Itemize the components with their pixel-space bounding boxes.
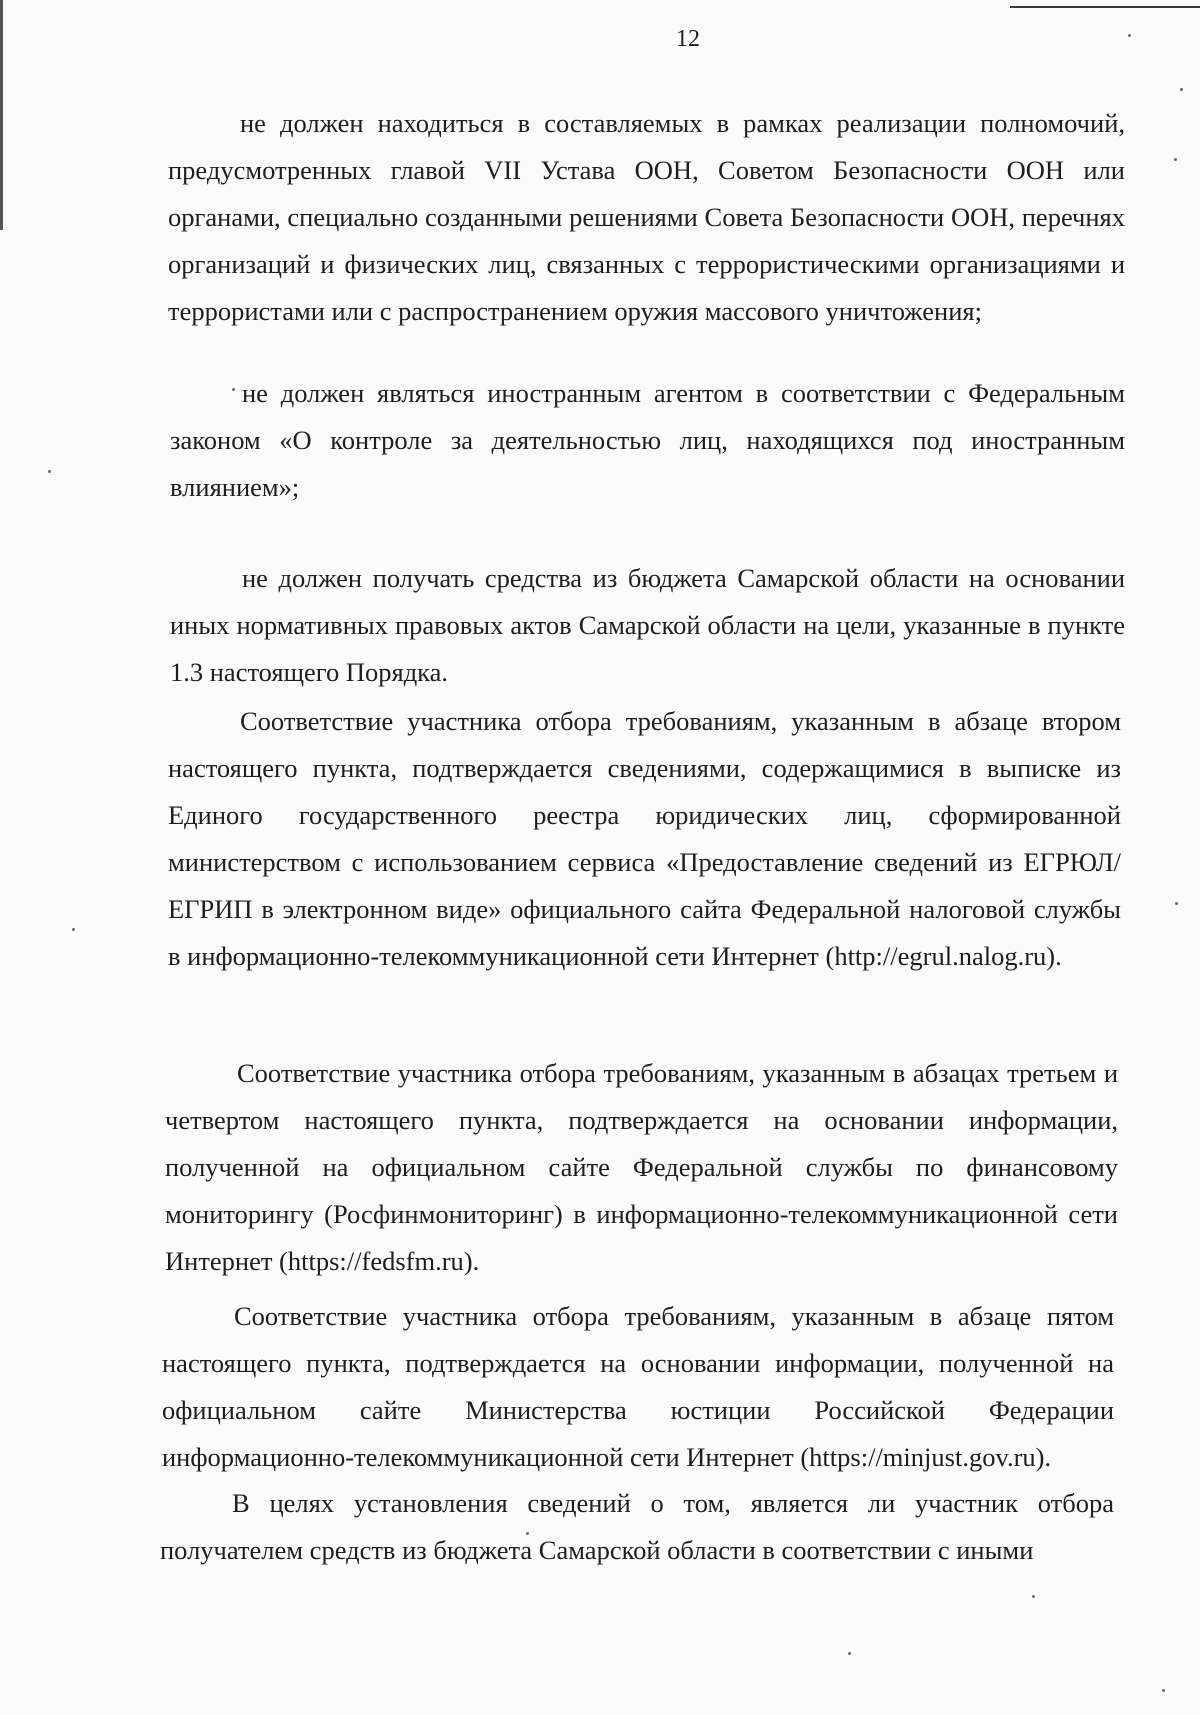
paragraph-regional-budget-funds: не должен получать средства из бюджета Самарской области на основании иных нормативных правовых актов Самарской области на цели, указанные в пункте 1.3 настоящего Порядка.	[170, 563, 1125, 687]
scan-speck	[48, 470, 51, 473]
paragraph-foreign-agent: не должен являться иностранным агентом в соответствии с Федеральным законом «О контроле за деятельностью лиц, находящихся под иностранным влиянием»;	[170, 378, 1125, 502]
paragraph-rosfinmonitoring-verification: Соответствие участника отбора требованиям, указанным в абзацах третьем и четвертом настоящего пункта, подтверждается на основании информации, полученной на официальном сайте Федеральной службы по финансовому мониторингу (Росфинмониторинг) в информационно-телекоммуникационной сети Интернет (https://fedsfm.ru).	[165, 1058, 1118, 1276]
scan-speck	[1174, 158, 1177, 161]
page-number: 12	[676, 26, 700, 52]
scan-speck	[848, 1652, 851, 1655]
scan-speck	[232, 388, 235, 391]
scan-speck	[72, 928, 75, 931]
paragraph-minjust-verification: Соответствие участника отбора требованиям, указанным в абзаце пятом настоящего пункта, подтверждается на основании информации, полученной на официальном сайте Министерства юстиции Российской Федерации информационно-телекоммуникационной сети Интернет (https://minjust.gov.ru).	[162, 1301, 1114, 1472]
scan-speck	[1180, 88, 1183, 91]
paragraph-egrul-verification: Соответствие участника отбора требованиям, указанным в абзаце втором настоящего пункта, подтверждается сведениями, содержащимися в выписке из Единого государственного реестра юридических лиц, сформированной министерством с использованием сервиса «Предоставление сведений из ЕГРЮЛ/ЕГРИП в электронном виде» официального сайта Федеральной налоговой службы в информационно-телекоммуникационной сети Интернет (http://egrul.nalog.ru).	[168, 706, 1121, 971]
scan-top-rule	[1010, 6, 1200, 8]
scan-speck	[1175, 902, 1178, 905]
scan-speck	[1032, 1595, 1035, 1598]
paragraph-budget-recipient-check: В целях установления сведений о том, является ли участник отбора получателем средств из бюджета Самарской области в соответствии с иными	[160, 1488, 1114, 1565]
scan-speck	[526, 1532, 529, 1535]
scan-speck	[1162, 1689, 1165, 1692]
scan-speck	[1128, 34, 1131, 37]
paragraph-un-sanctions-list: не должен находиться в составляемых в рамках реализации полномочий, предусмотренных главой VII Устава ООН, Советом Безопасности ООН или органами, специально созданными решениями Совета Безопасности ООН, перечнях организаций и физических лиц, связанных с террористическими организациями и террористами или с распространением оружия массового уничтожения;	[168, 108, 1125, 326]
